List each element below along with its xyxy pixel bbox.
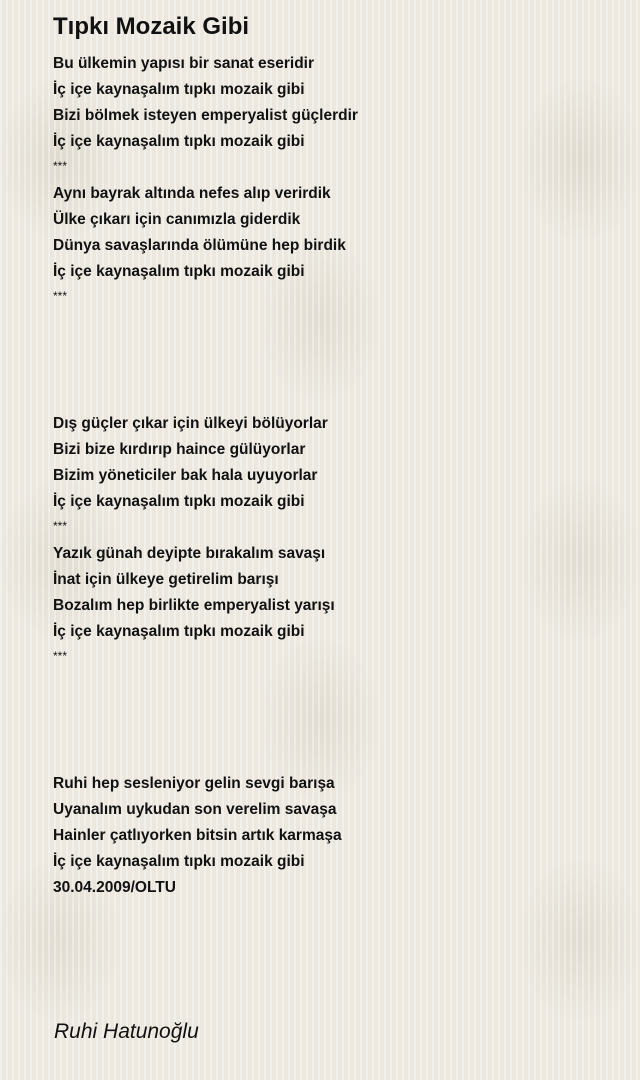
poem-line: Dış güçler çıkar için ülkeyi bölüyorlar (53, 415, 328, 432)
poem-line: Bizi bölmek isteyen emperyalist güçlerdir (53, 107, 358, 124)
poem-line: İnat için ülkeye getirelim barışı (53, 571, 279, 588)
poem-line: Ülke çıkarı için canımızla giderdik (53, 211, 301, 228)
poem-line: İç içe kaynaşalım tıpkı mozaik gibi (53, 493, 305, 510)
poem-line: Uyanalım uykudan son verelim savaşa (53, 801, 337, 818)
poem-line: Aynı bayrak altında nefes alıp verirdik (53, 185, 331, 202)
poem-line: Bizi bize kırdırıp haince gülüyorlar (53, 441, 306, 458)
poem-title: Tıpkı Mozaik Gibi (53, 13, 250, 40)
poem-line: İç içe kaynaşalım tıpkı mozaik gibi (53, 263, 305, 280)
poem-author: Ruhi Hatunoğlu (54, 1020, 199, 1043)
stanza-separator: *** (53, 159, 68, 173)
stanza-separator: *** (53, 519, 68, 533)
poem-line: Ruhi hep sesleniyor gelin sevgi barışa (53, 775, 335, 792)
poem-line: Hainler çatlıyorken bitsin artık karmaşa (53, 827, 342, 844)
poem-line: İç içe kaynaşalım tıpkı mozaik gibi (53, 853, 305, 870)
poem-line: Bizim yöneticiler bak hala uyuyorlar (53, 467, 318, 484)
poem-line: Bu ülkemin yapısı bir sanat eseridir (53, 55, 315, 72)
poem-line: İç içe kaynaşalım tıpkı mozaik gibi (53, 623, 305, 640)
poem-line: Dünya savaşlarında ölümüne hep birdik (53, 237, 346, 254)
stanza-separator: *** (53, 649, 68, 663)
poem-line: Yazık günah deyipte bırakalım savaşı (53, 545, 326, 562)
poem-line: İç içe kaynaşalım tıpkı mozaik gibi (53, 133, 305, 150)
poem-date-place: 30.04.2009/OLTU (53, 879, 176, 896)
poem-line: Bozalım hep birlikte emperyalist yarışı (53, 597, 335, 614)
poem-line: İç içe kaynaşalım tıpkı mozaik gibi (53, 81, 305, 98)
stanza-separator: *** (53, 289, 68, 303)
